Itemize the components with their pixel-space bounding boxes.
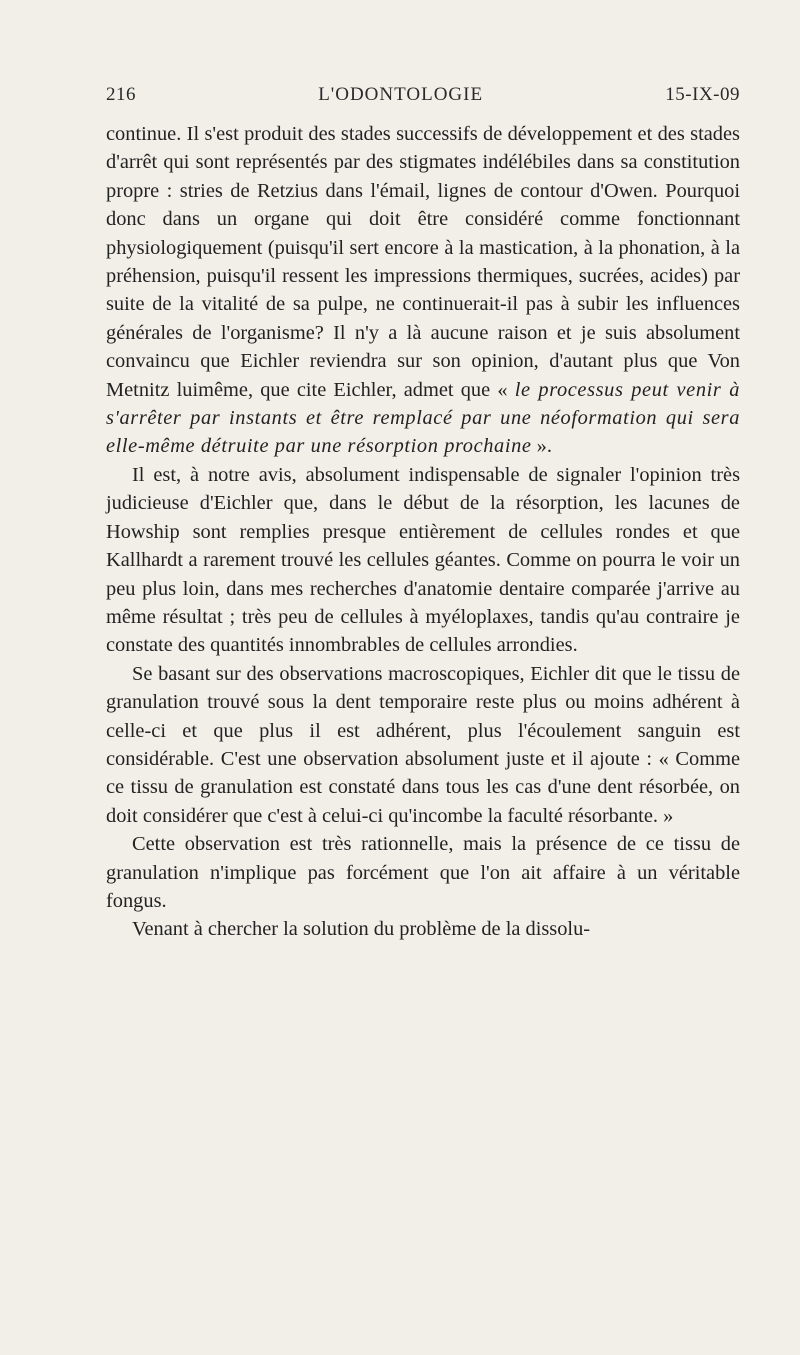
paragraph-5: Venant à chercher la solution du problème de la dissolu- — [132, 918, 591, 941]
paragraph-3: Se basant sur des observations macroscopiques, Eichler dit que le tissu de granulation trouvé sous la dent temporaire reste plus ou moins adhérent à celle-ci et que plus il est adhérent, plus l'écoulement sanguin est considérable. C'est une observation absolument juste et il ajoute : « Comme ce tissu de granulation est constaté dans tous les cas d'une dent résorbée, on doit considérer que c'est à celui-ci qu'incombe la faculté résorbante. » — [106, 662, 740, 827]
paragraph-1 — [106, 120, 740, 461]
page-number: 216 — [106, 84, 136, 105]
running-header — [106, 84, 740, 106]
paragraph-1-closing: ». — [531, 435, 552, 458]
body-text — [106, 120, 740, 944]
paragraph-2: Il est, à notre avis, absolument indispensable de signaler l'opinion très judicieuse d'Eichler que, dans le début de la résorption, les lacunes de Howship sont remplies presque entièrement de cellules rondes et que Kallhardt a rarement trouvé les cellules géantes. Comme on pourra le voir un peu plus loin, dans mes recherches d'anatomie dentaire comparée j'arrive au même résultat ; très peu de cellules à myéloplaxes, tandis qu'au contraire je constate des quantités innombrables de cellules arrondies. — [106, 463, 740, 657]
paragraph-4: Cette observation est très rationnelle, mais la présence de ce tissu de granulation n'implique pas forcément que l'on ait affaire à un véritable fongus. — [106, 833, 740, 912]
issue-date: 15-IX-09 — [665, 84, 740, 105]
paragraph-1-text: continue. Il s'est produit des stades successifs de développement et des stades d'arrêt qui sont représentés par des stigmates indélébiles dans sa constitution propre : stries de Retzius dans l'émail, lignes de contour d'Owen. Pourquoi donc dans un organe qui doit être considéré comme fonctionnant physiologiquement (puisqu'il sert encore à la mastication, à la phonation, à la préhension, puisqu'il ressent les impressions thermiques, sucrées, acides) par suite de la vitalité de sa pulpe, ne continuerait-il pas à subir les influences générales de l'organisme? Il n'y a là aucune raison et je suis absolument convaincu que Eichler reviendra sur son opinion, d'autant plus que Von Metnitz luimême, que cite Eichler, admet que « — [106, 123, 740, 401]
processus-quote: le processus peut venir à s'arrêter par instants et être remplacé par une néoformation qui sera elle-même détruite par une résorption prochaine — [106, 378, 740, 458]
journal-title: L'ODONTOLOGIE — [318, 84, 484, 105]
